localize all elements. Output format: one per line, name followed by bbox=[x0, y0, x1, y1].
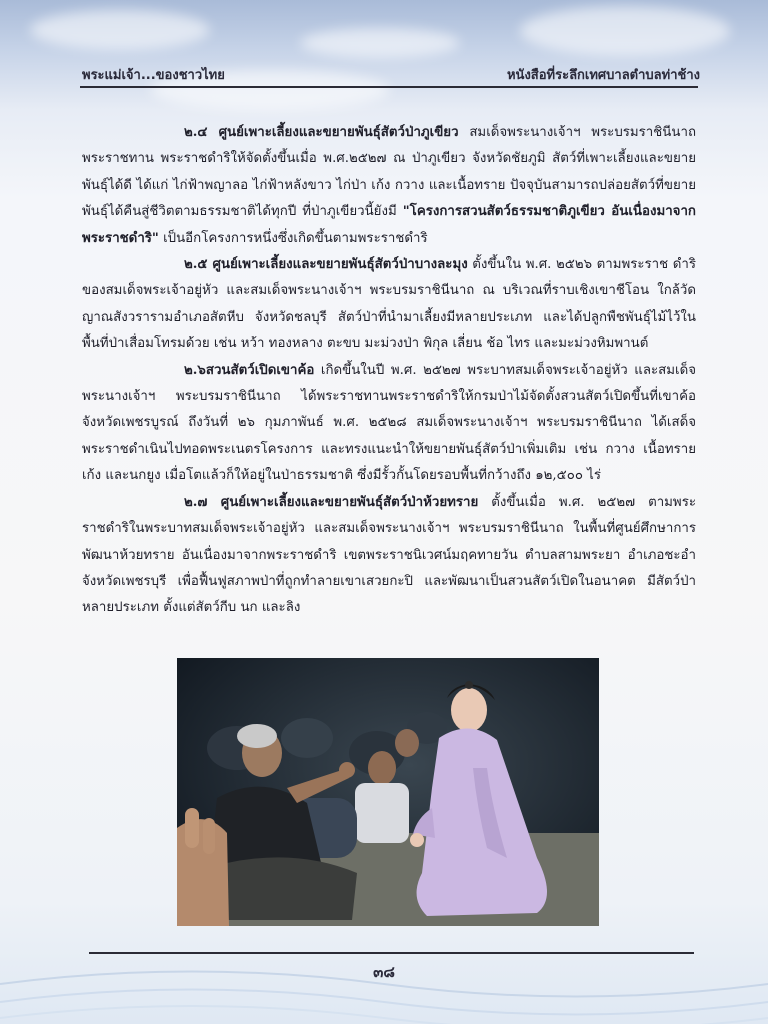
section-heading: ๒.๖สวนสัตว์เปิดเขาค้อ bbox=[184, 362, 315, 378]
page-number: ๓๘ bbox=[373, 963, 395, 981]
project-name: "โครงการสวนสัตว์ธรรมชาติภูเขียว อันเนื่องมาจากพระราชดำริ" bbox=[82, 204, 696, 246]
section-heading: ๒.๔ ศูนย์เพาะเลี้ยงและขยายพันธุ์สัตว์ป่าภูเขียว bbox=[184, 125, 459, 140]
photograph bbox=[177, 658, 599, 926]
paragraph-text: ตั้งขึ้นเมื่อ พ.ศ. ๒๕๒๗ ตามพระราชดำริในพระบาทสมเด็จพระเจ้าอยู่หัว และสมเด็จพระนางเจ้าฯ พระบรมราชินีนาถ ในพื้นที่ศูนย์ศึกษาการพัฒนาห้วยทราย อันเนื่องมาจากพระราชดำริ เขตพระราชนิเวศน์มฤคทายวัน ตำบลสามพระยา อำเภอชะอำ จังหวัดเพชรบุรี เพื่อฟื้นฟูสภาพป่าที่ถูกทำลายเขาเสวยกะปิ และพัฒนาเป็นสวนสัตว์เปิดในอนาคต มีสัตว์ป่าหลายประเภท ตั้งแต่สัตว์กีบ นก และลิง bbox=[82, 494, 696, 616]
paragraph-2-6 bbox=[82, 358, 696, 490]
paragraph-text: สมเด็จพระนางเจ้าฯ พระบรมราชินีนาถ พระราชทาน พระราชดำริให้จัดตั้งขึ้นเมื่อ พ.ศ.๒๕๒๗ ณ ป่าภูเขียว จังหวัดชัยภูมิ สัตว์ที่เพาะเลี้ยงและขยายพันธุ์ได้ดี ได้แก่ ไก่ฟ้าพญาลอ ไก่ฟ้าหลังขาว ไก่ป่า เก้ง กวาง และเนื้อทราย ปัจจุบันสามารถปล่อยสัตว์ที่ขยายพันธุ์ได้คืนสู่ชีวิตตามธรรมชาติได้ทุกปี ที่ป่าภูเขียวนี้ยังมี bbox=[82, 125, 696, 220]
paragraph-text: เกิดขึ้นในปี พ.ศ. ๒๕๒๗ พระบาทสมเด็จพระเจ้าอยู่หัว และสมเด็จพระนางเจ้าฯ พระบรมราชินีนาถ ได้พระราชทานพระราชดำริให้กรมป่าไม้จัดตั้งสวนสัตว์เปิดขึ้นที่เขาค้อ จังหวัดเพชรบูรณ์ ถึงวันที่ ๒๖ กุมภาพันธ์ พ.ศ. ๒๕๒๘ สมเด็จพระนางเจ้าฯ พระบรมราชินีนาถ ได้เสด็จพระราชดำเนินไปทอดพระเนตรโครงการ และทรงแนะนำให้ขยายพันธุ์สัตว์ป่าเพิ่มเติม เช่น กวาง เนื้อทราย เก้ง และนกยูง เมื่อโตแล้วก็ให้อยู่ในป่าธรรมชาติ ซึ่งมีรั้วกั้นโดยรอบพื้นที่กว้างถึง ๑๒,๕๐๐ ไร่ bbox=[82, 362, 696, 484]
cloud-decoration bbox=[520, 6, 730, 56]
book-title: พระแม่เจ้า...ของชาวไทย bbox=[82, 68, 225, 83]
paragraph-2-5 bbox=[82, 252, 696, 358]
publication-title: หนังสือที่ระลึกเทศบาลตำบลท่าช้าง bbox=[506, 68, 700, 83]
paragraph-2-7 bbox=[82, 490, 696, 622]
photo-illustration bbox=[177, 658, 599, 926]
cloud-decoration bbox=[300, 28, 460, 58]
wave-decoration bbox=[0, 954, 768, 1024]
paragraph-text-tail: เป็นอีกโครงการหนึ่งซึ่งเกิดขึ้นตามพระราชดำริ bbox=[158, 230, 428, 246]
section-heading: ๒.๕ ศูนย์เพาะเลี้ยงและขยายพันธุ์สัตว์ป่าบางละมุง bbox=[184, 257, 468, 273]
page-header bbox=[82, 64, 700, 84]
paragraph-text: ตั้งขึ้นใน พ.ศ. ๒๕๒๖ ตามพระราช ดำริของสมเด็จพระเจ้าอยู่หัว และสมเด็จพระนางเจ้าฯ พระบรมราชินีนาถ ณ บริเวณที่ราบเชิงเขาชีโอน ใกล้วัดญาณสังวรารามอำเภอสัตหีบ จังหวัดชลบุรี สัตว์ป่าที่นำมาเลี้ยงมีหลายประเภท และได้ปลูกพืชพันธุ์ไม้ไว้ในพื้นที่ป่าเสื่อมโทรมด้วย เช่น หว้า ทองหลาง ตะขบ มะม่วงป่า พิกุล เลี่ยน ช้อ ไทร และมะม่วงหิมพานต์ bbox=[82, 257, 696, 352]
header-divider bbox=[80, 86, 698, 88]
article-body bbox=[82, 120, 696, 622]
section-heading: ๒.๗ ศูนย์เพาะเลี้ยงและขยายพันธุ์สัตว์ป่าห้วยทราย bbox=[184, 494, 479, 510]
cloud-decoration bbox=[30, 10, 210, 50]
paragraph-2-4 bbox=[82, 120, 696, 252]
